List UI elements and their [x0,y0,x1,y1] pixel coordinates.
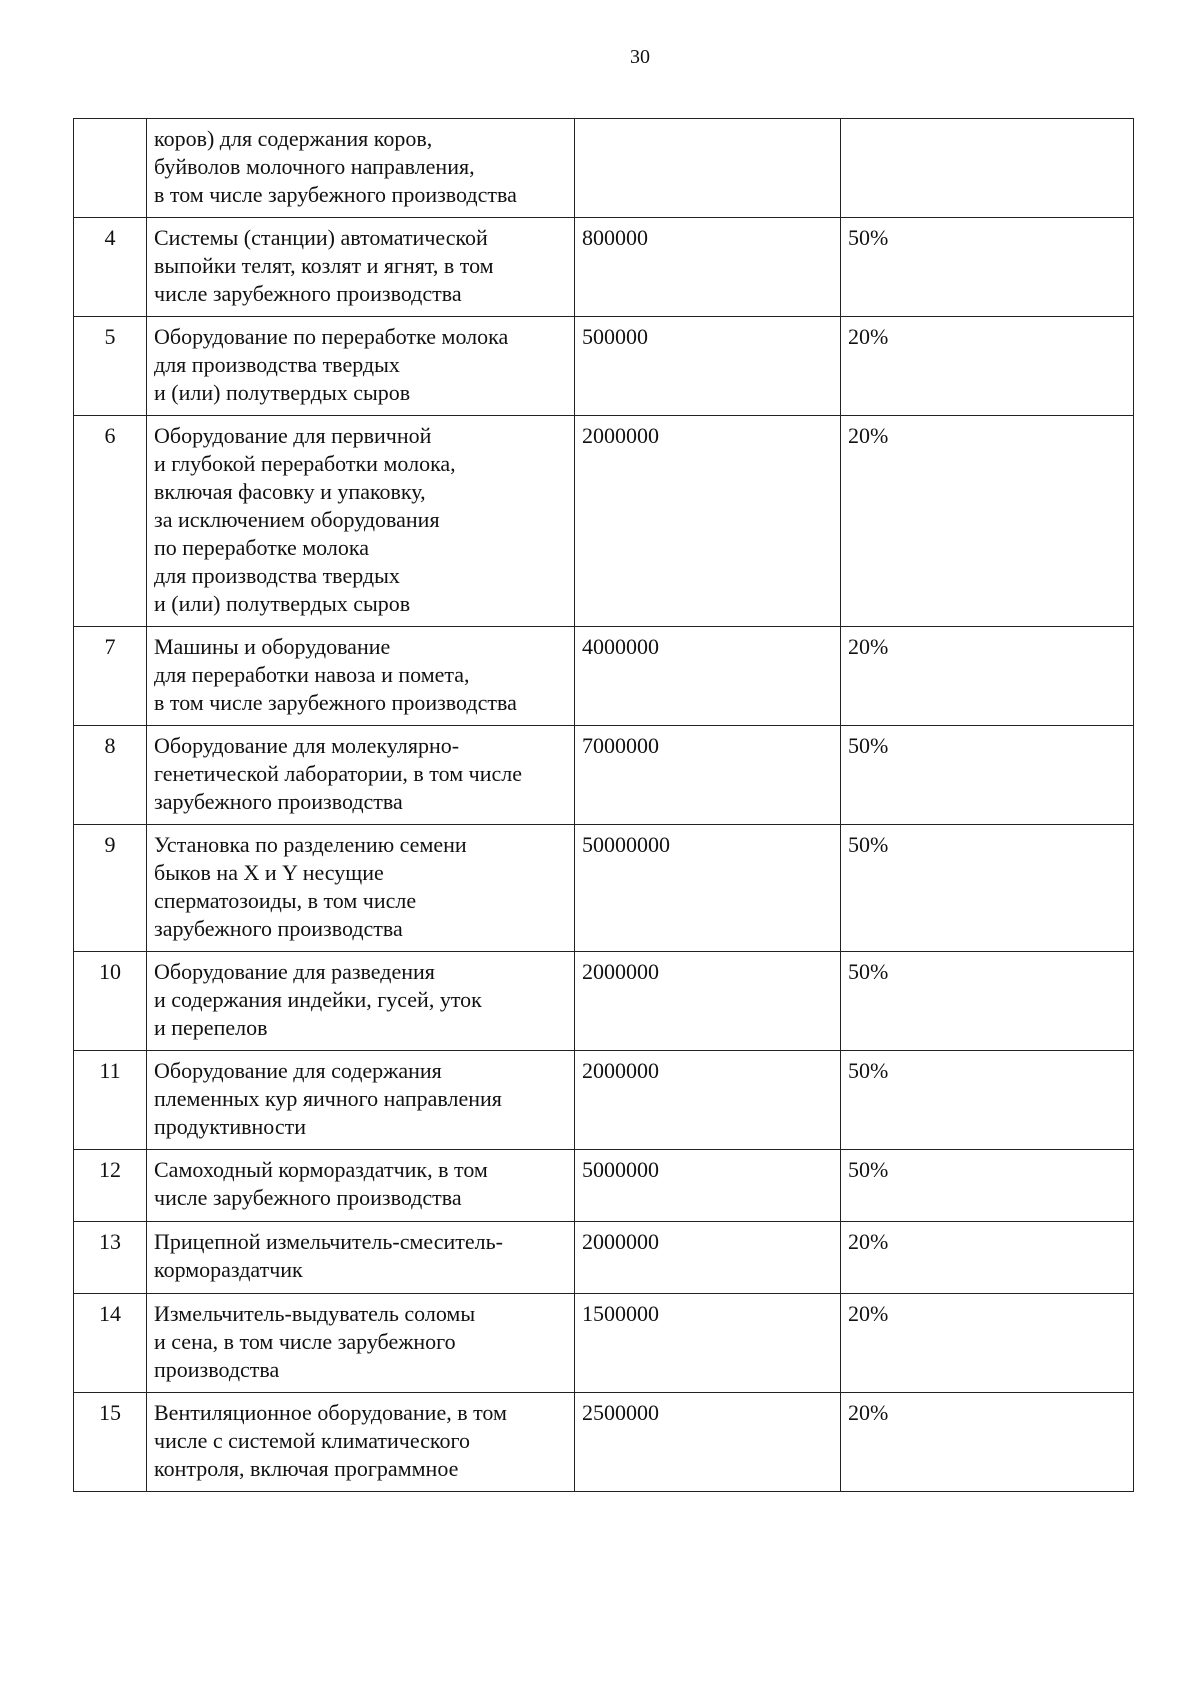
row-number-cell: 6 [74,416,147,627]
row-description-cell: Измельчитель-выдуватель соломы и сена, в том числе зарубежного производства [147,1294,575,1393]
row-amount-cell: 7000000 [575,726,841,825]
row-percent-cell: 20% [841,317,1134,416]
row-description-cell: Установка по разделению семени быков на X и Y несущие сперматозоиды, в том числе зарубежного производства [147,825,575,952]
row-description-cell: Системы (станции) автоматической выпойки телят, козлят и ягнят, в том числе зарубежного производства [147,218,575,317]
row-description-cell: Оборудование для разведения и содержания индейки, гусей, уток и перепелов [147,952,575,1051]
row-number-cell: 7 [74,627,147,726]
row-percent-cell: 20% [841,627,1134,726]
table-row [74,119,1134,218]
table-row [74,317,1134,416]
row-percent-cell: 20% [841,1222,1134,1294]
row-percent-cell: 20% [841,416,1134,627]
row-amount-cell: 1500000 [575,1294,841,1393]
row-percent-cell: 50% [841,726,1134,825]
table-row [74,726,1134,825]
row-amount-cell: 4000000 [575,627,841,726]
row-percent-cell: 50% [841,1051,1134,1150]
row-number-cell: 13 [74,1222,147,1294]
row-percent-cell: 20% [841,1393,1134,1492]
row-description-cell: коров) для содержания коров, буйволов молочного направления, в том числе зарубежного производства [147,119,575,218]
row-amount-cell [575,119,841,218]
row-percent-cell: 50% [841,952,1134,1051]
row-amount-cell: 2000000 [575,1051,841,1150]
row-amount-cell: 2000000 [575,1222,841,1294]
page-number: 30 [630,46,650,68]
table-body [74,119,1134,1492]
row-amount-cell: 800000 [575,218,841,317]
table-row [74,952,1134,1051]
row-percent-cell: 20% [841,1294,1134,1393]
row-percent-cell [841,119,1134,218]
row-description-cell: Машины и оборудование для переработки навоза и помета, в том числе зарубежного производства [147,627,575,726]
table-row [74,1294,1134,1393]
row-number-cell [74,119,147,218]
row-amount-cell: 5000000 [575,1150,841,1222]
row-description-cell: Оборудование по переработке молока для производства твердых и (или) полутвердых сыров [147,317,575,416]
row-number-cell: 11 [74,1051,147,1150]
row-number-cell: 15 [74,1393,147,1492]
row-description-cell: Оборудование для содержания племенных кур яичного направления продуктивности [147,1051,575,1150]
row-description-cell: Оборудование для первичной и глубокой переработки молока, включая фасовку и упаковку, за исключением оборудования по переработке молока для производства твердых и (или) полутвердых сыров [147,416,575,627]
row-amount-cell: 2500000 [575,1393,841,1492]
row-amount-cell: 50000000 [575,825,841,952]
table-row [74,627,1134,726]
row-description-cell: Вентиляционное оборудование, в том числе с системой климатического контроля, включая программное [147,1393,575,1492]
row-description-cell: Самоходный кормораздатчик, в том числе зарубежного производства [147,1150,575,1222]
row-description-cell: Прицепной измельчитель-смеситель- кормораздатчик [147,1222,575,1294]
row-number-cell: 12 [74,1150,147,1222]
row-description-cell: Оборудование для молекулярно- генетической лаборатории, в том числе зарубежного производства [147,726,575,825]
table-row [74,218,1134,317]
row-number-cell: 10 [74,952,147,1051]
table-row [74,825,1134,952]
equipment-table [73,118,1134,1492]
table-row [74,1150,1134,1222]
table-row [74,1051,1134,1150]
row-percent-cell: 50% [841,218,1134,317]
table-row [74,1393,1134,1492]
row-number-cell: 4 [74,218,147,317]
row-number-cell: 5 [74,317,147,416]
row-number-cell: 8 [74,726,147,825]
row-amount-cell: 2000000 [575,416,841,627]
row-number-cell: 9 [74,825,147,952]
row-number-cell: 14 [74,1294,147,1393]
row-percent-cell: 50% [841,1150,1134,1222]
table-row [74,1222,1134,1294]
row-amount-cell: 500000 [575,317,841,416]
table-row [74,416,1134,627]
row-percent-cell: 50% [841,825,1134,952]
row-amount-cell: 2000000 [575,952,841,1051]
